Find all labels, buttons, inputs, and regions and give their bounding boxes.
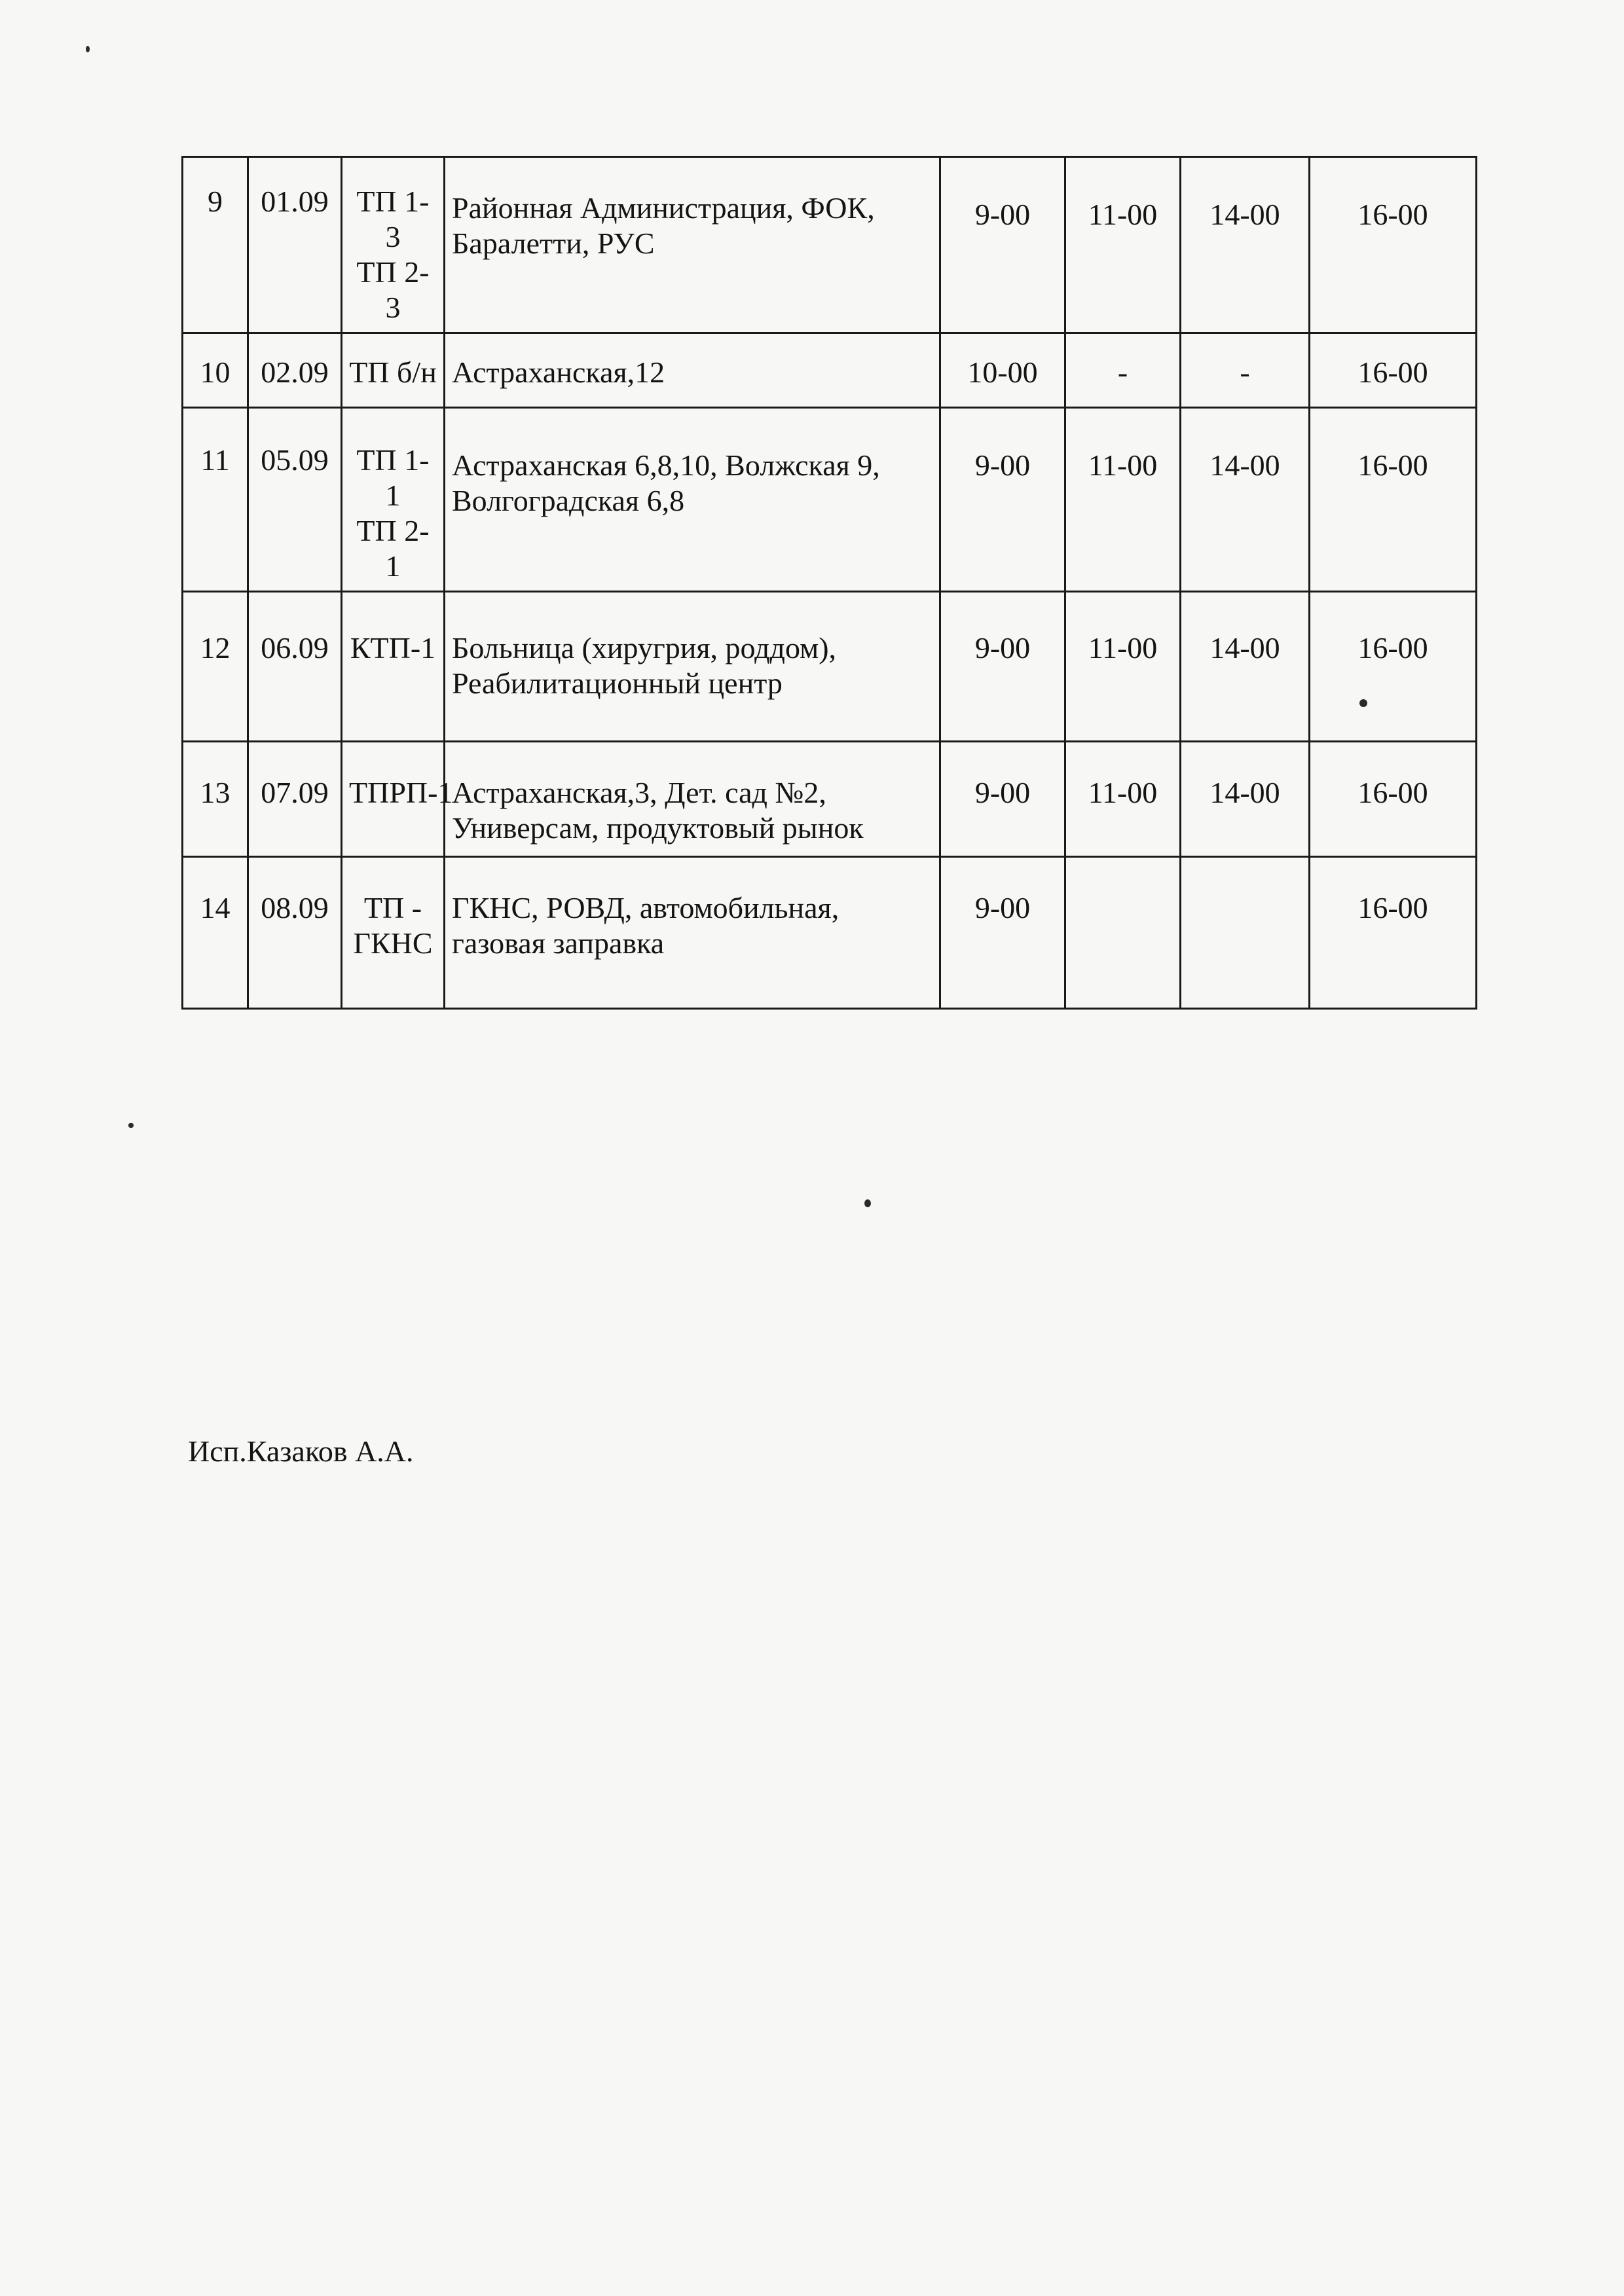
- table-row: [183, 408, 1477, 592]
- row-address: Астраханская,12: [445, 333, 940, 408]
- table-row: [183, 157, 1477, 333]
- row-address: Больница (хиругрия, роддом), Реабилитационный центр: [445, 592, 940, 742]
- row-substation: [342, 157, 445, 333]
- row-number: 13: [183, 742, 248, 857]
- schedule-table: [181, 156, 1477, 1010]
- table-row: [183, 592, 1477, 742]
- row-time-on: 16-00: [1310, 408, 1477, 592]
- row-substation: [342, 857, 445, 1009]
- row-date: 06.09: [248, 592, 342, 742]
- row-time-2: -: [1065, 333, 1181, 408]
- row-time-on: 16-00: [1310, 592, 1477, 742]
- row-time-3: 14-00: [1181, 408, 1310, 592]
- row-date: 08.09: [248, 857, 342, 1009]
- row-date: 02.09: [248, 333, 342, 408]
- row-substation: [342, 742, 453, 857]
- table-row: [183, 333, 1477, 408]
- row-time-3: 14-00: [1181, 592, 1310, 742]
- substation-label: ТПРП-1: [349, 776, 453, 809]
- row-time-2: [1065, 857, 1181, 1009]
- row-number: 9: [183, 157, 248, 333]
- row-date: 05.09: [248, 408, 342, 592]
- row-address: Астраханская,3, Дет. сад №2, Универсам, продуктовый рынок: [445, 742, 940, 857]
- row-time-off: 9-00: [940, 857, 1065, 1009]
- row-time-on: 16-00: [1310, 742, 1477, 857]
- row-time-off: 9-00: [940, 157, 1065, 333]
- row-date: 01.09: [248, 157, 342, 333]
- scan-speck: [864, 1199, 871, 1207]
- row-time-on: 16-00: [1310, 857, 1477, 1009]
- row-time-on: 16-00: [1310, 157, 1477, 333]
- substation-label: ТП б/н: [349, 355, 437, 389]
- scan-speck: [86, 46, 90, 52]
- row-time-2: 11-00: [1065, 157, 1181, 333]
- row-time-2: 11-00: [1065, 408, 1181, 592]
- row-date: 07.09: [248, 742, 342, 857]
- scan-speck: [128, 1123, 134, 1128]
- row-number: 11: [183, 408, 248, 592]
- row-time-2: 11-00: [1065, 592, 1181, 742]
- substation-label: ТП 1-1: [356, 443, 430, 512]
- row-time-off: 9-00: [940, 592, 1065, 742]
- row-number: 12: [183, 592, 248, 742]
- substation-label: ТП 2-3: [356, 255, 430, 324]
- row-number: 10: [183, 333, 248, 408]
- substation-label: ТП -: [363, 891, 422, 924]
- row-substation: [342, 592, 445, 742]
- row-number: 14: [183, 857, 248, 1009]
- row-time-3: -: [1181, 333, 1310, 408]
- substation-label: КТП-1: [350, 631, 436, 665]
- row-time-2: 11-00: [1065, 742, 1181, 857]
- table-row: [183, 742, 1477, 857]
- row-time-off: 9-00: [940, 408, 1065, 592]
- row-time-3: [1181, 857, 1310, 1009]
- row-address: Районная Администрация, ФОК, Баралетти, РУС: [445, 157, 940, 333]
- substation-label: ГКНС: [353, 926, 433, 960]
- scan-speck: [1359, 699, 1367, 707]
- row-time-off: 10-00: [940, 333, 1065, 408]
- row-time-3: 14-00: [1181, 157, 1310, 333]
- row-time-on: 16-00: [1310, 333, 1477, 408]
- executor-signature: Исп.Казаков А.А.: [188, 1434, 414, 1468]
- row-substation: [342, 333, 445, 408]
- substation-label: ТП 1-3: [356, 185, 430, 253]
- row-substation: [342, 408, 445, 592]
- table-row: [183, 857, 1477, 1009]
- row-address: Астраханская 6,8,10, Волжская 9, Волгоградская 6,8: [445, 408, 940, 592]
- row-time-3: 14-00: [1181, 742, 1310, 857]
- row-time-off: 9-00: [940, 742, 1065, 857]
- substation-label: ТП 2-1: [356, 514, 430, 583]
- row-address: ГКНС, РОВД, автомобильная, газовая заправка: [445, 857, 940, 1009]
